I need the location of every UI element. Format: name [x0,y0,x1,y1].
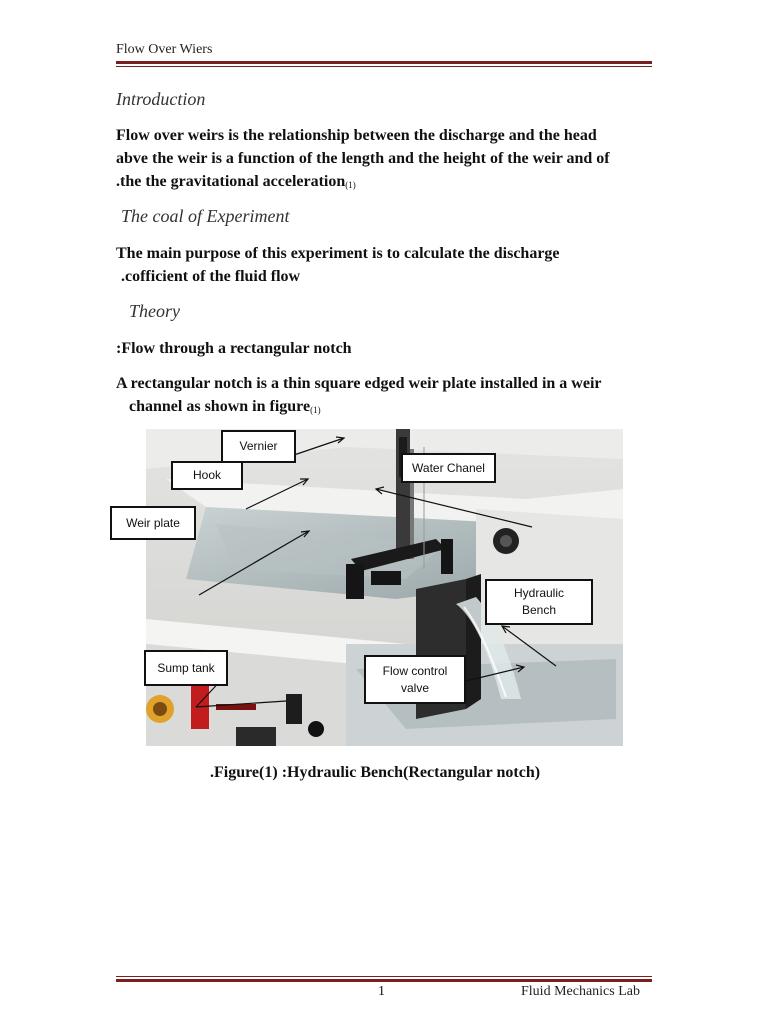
theory-line-2: channel as shown in figure$_{(1)}$ [129,398,321,415]
theory-paragraph [116,372,602,422]
goal-line-2: .cofficient of the fluid flow [121,268,301,285]
callout-weir-plate: Weir plate [110,506,196,540]
footer-rule [116,976,652,982]
callout-water-chanel: Water Chanel [401,453,496,483]
theory-line-1: A rectangular notch is a thin square edged weir plate installed in a weir [116,375,602,392]
header-rule [116,61,652,67]
introduction-paragraph [116,124,610,197]
goal-paragraph [116,242,560,288]
footer-title: Fluid Mechanics Lab [521,984,640,999]
theory-heading: Theory [129,301,180,321]
callout-flow-control-valve: Flow control valve [364,655,466,704]
figure-caption: .Figure(1) :Hydraulic Bench(Rectangular notch) [210,764,541,781]
goal-heading: The coal of Experiment [121,206,290,226]
introduction-line-3: .the the gravitational acceleration$_{(1)}$ [116,173,356,190]
callout-sump-tank: Sump tank [144,650,228,686]
introduction-line-2: abve the weir is a function of the length and the height of the weir and of [116,150,610,167]
callout-hydraulic-bench: Hydraulic Bench [485,579,593,625]
goal-line-1: The main purpose of this experiment is to calculate the discharge [116,245,560,262]
theory-ref: (1) [310,405,321,415]
callout-hook: Hook [171,461,243,490]
introduction-line-1: Flow over weirs is the relationship between the discharge and the head [116,127,597,144]
header-title: Flow Over Wiers [116,42,213,57]
introduction-heading: Introduction [116,89,206,109]
callout-vernier: Vernier [221,430,296,463]
introduction-ref: (1) [345,180,356,190]
page-number: 1 [378,984,385,999]
theory-subheading: :Flow through a rectangular notch [116,340,352,357]
